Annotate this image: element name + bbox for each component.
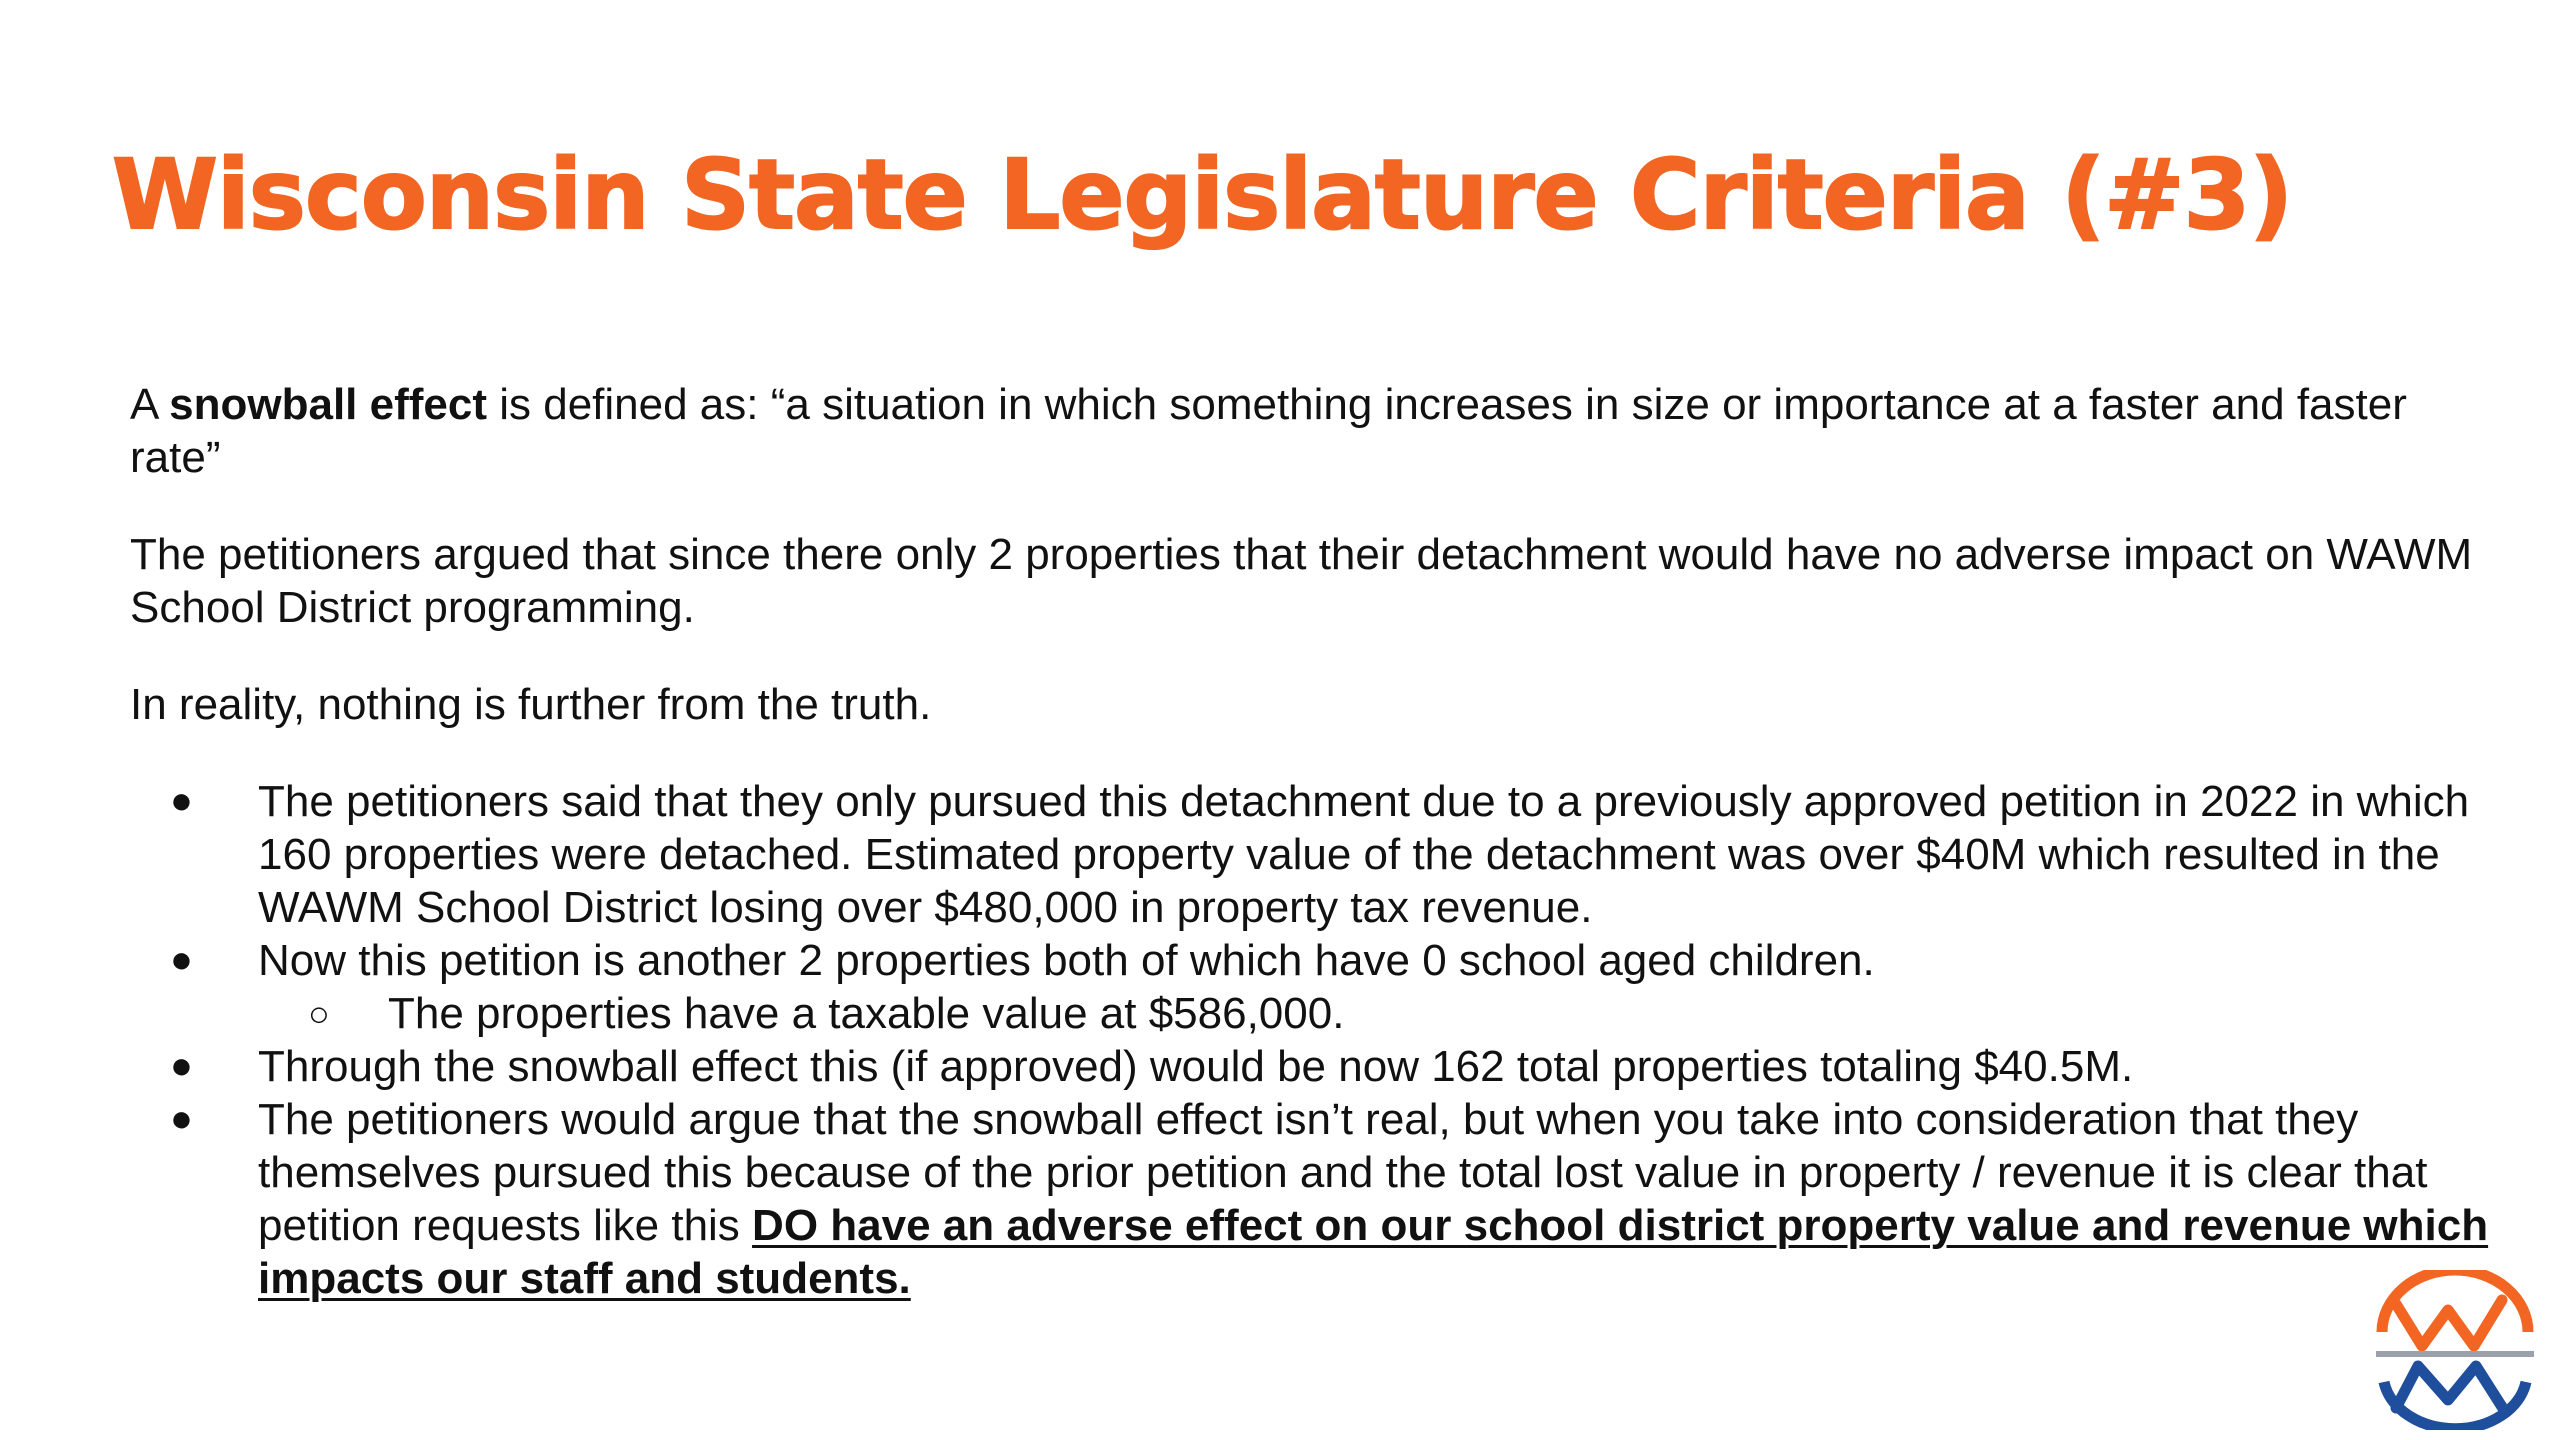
bullet-item-current-petition: [130, 934, 2500, 1040]
bullet-text: Through the snowball effect this (if approved) would be now 162 total properties totaling $40.5M.: [258, 1042, 2134, 1091]
bullet-icon: ●: [170, 939, 193, 981]
bullet-text: Now this petition is another 2 properties both of which have 0 school aged children.: [258, 936, 1875, 985]
definition-paragraph: [130, 378, 2500, 484]
bullet-item-snowball-total: [130, 1040, 2500, 1093]
sub-bullet-list: [258, 987, 2500, 1040]
defined-term: snowball effect: [169, 380, 487, 429]
petitioners-argument-paragraph: The petitioners argued that since there only 2 properties that their detachment would have no adverse impact on WAWM School District programming.: [130, 530, 2473, 632]
bullet-item-adverse-effect: [130, 1093, 2500, 1305]
sub-bullet-icon: ○: [308, 993, 330, 1034]
sub-bullet-text: The properties have a taxable value at $586,000.: [388, 989, 1345, 1038]
bullet-icon: ●: [170, 1045, 193, 1087]
sub-bullet-item-taxable-value: [258, 987, 2500, 1040]
bullet-icon: ●: [170, 780, 193, 822]
slide-body: [130, 378, 2500, 1305]
bullet-emphasis-text: DO have an adverse effect on our school district property value and revenue which impacts our staff and students.: [258, 1201, 2489, 1303]
bullet-item-prior-petition: [130, 775, 2500, 934]
wawm-logo-icon: [2370, 1270, 2540, 1430]
reality-paragraph: In reality, nothing is further from the truth.: [130, 680, 932, 729]
bullet-icon: ●: [170, 1098, 193, 1140]
logo-blue-m: [2396, 1366, 2504, 1410]
logo-orange-w: [2396, 1300, 2502, 1346]
definition-prefix: A: [130, 380, 170, 429]
definition-text: is defined as: “a situation in which something increases in size or importance at a faster and faster rate”: [130, 380, 2407, 482]
bullet-text: The petitioners said that they only pursued this detachment due to a previously approved petition in 2022 in which 160 properties were detached. Estimated property value of the detachment was over $40M which resulted in the WAWM School District losing over $480,000 in property tax revenue.: [258, 777, 2470, 932]
bullet-list: [130, 775, 2500, 1305]
slide-title: Wisconsin State Legislature Criteria (#3): [112, 139, 2293, 251]
bullet-text: The petitioners would argue that the snowball effect isn’t real, but when you take into consideration that they themselves pursued this because of the prior petition and the total lost value in property / revenue it is clear that petition requests like this: [258, 1095, 2428, 1250]
